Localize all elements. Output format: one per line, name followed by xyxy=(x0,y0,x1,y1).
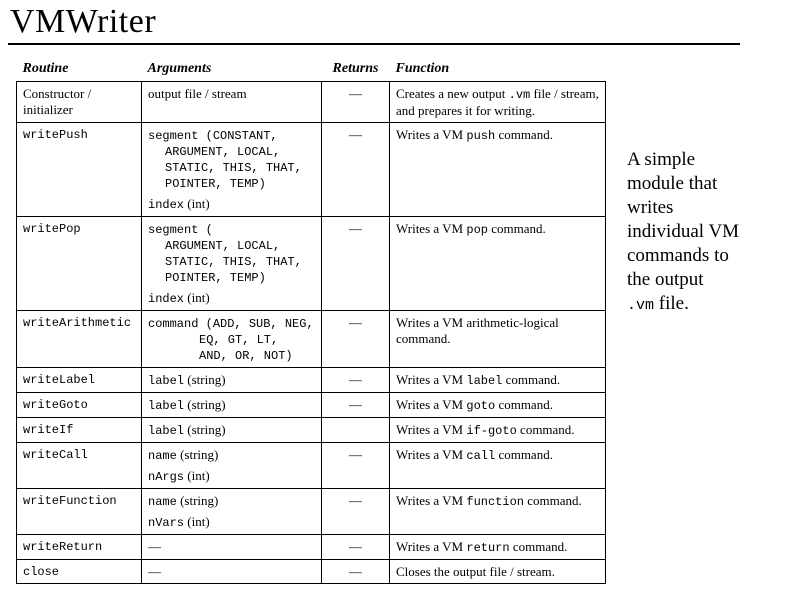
returns-cell: — xyxy=(322,123,390,217)
args-cell: segment ( ARGUMENT, LOCAL, STATIC, THIS, THAT, POINTER, TEMP) index (int) xyxy=(142,217,322,311)
routine-cell: writeArithmetic xyxy=(17,311,142,368)
args-cell: output file / stream xyxy=(142,82,322,123)
title-rule xyxy=(8,43,740,45)
table-row xyxy=(17,393,606,418)
args-cell: name (string) nArgs (int) xyxy=(142,443,322,489)
function-cell: Creates a new output .vm file / stream, and prepares it for writing. xyxy=(390,82,606,123)
table-row xyxy=(17,311,606,368)
returns-cell: — xyxy=(322,368,390,393)
table-row xyxy=(17,489,606,535)
function-cell: Closes the output file / stream. xyxy=(390,560,606,584)
table-row xyxy=(17,82,606,123)
table-row xyxy=(17,217,606,311)
returns-cell: — xyxy=(322,535,390,560)
routine-cell: writeGoto xyxy=(17,393,142,418)
side-note: A simple module that writes individual VM commands to the output .vm file. xyxy=(627,149,740,314)
args-cell: command (ADD, SUB, NEG, EQ, GT, LT, AND, OR, NOT) xyxy=(142,311,322,368)
function-cell: Writes a VM label command. xyxy=(390,368,606,393)
returns-cell: — xyxy=(322,82,390,123)
routine-cell: writePush xyxy=(17,123,142,217)
function-cell: Writes a VM pop command. xyxy=(390,217,606,311)
routine-cell: writeCall xyxy=(17,443,142,489)
args-cell: — xyxy=(142,560,322,584)
returns-cell: — xyxy=(322,560,390,584)
table-row xyxy=(17,368,606,393)
args-cell: segment (CONSTANT, ARGUMENT, LOCAL, STATIC, THIS, THAT, POINTER, TEMP) index (int) xyxy=(142,123,322,217)
function-cell: Writes a VM return command. xyxy=(390,535,606,560)
function-cell: Writes a VM call command. xyxy=(390,443,606,489)
vmwriter-api-table xyxy=(16,56,606,584)
table-row xyxy=(17,418,606,443)
args-cell: label (string) xyxy=(142,393,322,418)
page-title: VMWriter xyxy=(10,3,157,40)
returns-cell: — xyxy=(322,217,390,311)
table-row xyxy=(17,535,606,560)
args-cell: — xyxy=(142,535,322,560)
table-row xyxy=(17,443,606,489)
args-cell: label (string) xyxy=(142,418,322,443)
returns-cell: — xyxy=(322,393,390,418)
args-cell: label (string) xyxy=(142,368,322,393)
function-cell: Writes a VM arithmetic-logical command. xyxy=(390,311,606,368)
header-returns: Returns xyxy=(332,61,379,76)
header-arguments: Arguments xyxy=(147,61,212,76)
function-cell: Writes a VM function command. xyxy=(390,489,606,535)
returns-cell: — xyxy=(322,311,390,368)
routine-cell: writeLabel xyxy=(17,368,142,393)
function-cell: Writes a VM goto command. xyxy=(390,393,606,418)
table-row xyxy=(17,560,606,584)
header-function: Function xyxy=(395,61,450,76)
routine-cell: Constructor / initializer xyxy=(17,82,142,123)
header-routine: Routine xyxy=(22,61,69,76)
routine-cell: writePop xyxy=(17,217,142,311)
args-cell: name (string) nVars (int) xyxy=(142,489,322,535)
returns-cell xyxy=(322,418,390,443)
returns-cell: — xyxy=(322,443,390,489)
routine-cell: writeReturn xyxy=(17,535,142,560)
routine-cell: writeFunction xyxy=(17,489,142,535)
header-row xyxy=(17,56,606,82)
routine-cell: writeIf xyxy=(17,418,142,443)
table-row xyxy=(17,123,606,217)
routine-cell: close xyxy=(17,560,142,584)
function-cell: Writes a VM if-goto command. xyxy=(390,418,606,443)
function-cell: Writes a VM push command. xyxy=(390,123,606,217)
returns-cell: — xyxy=(322,489,390,535)
